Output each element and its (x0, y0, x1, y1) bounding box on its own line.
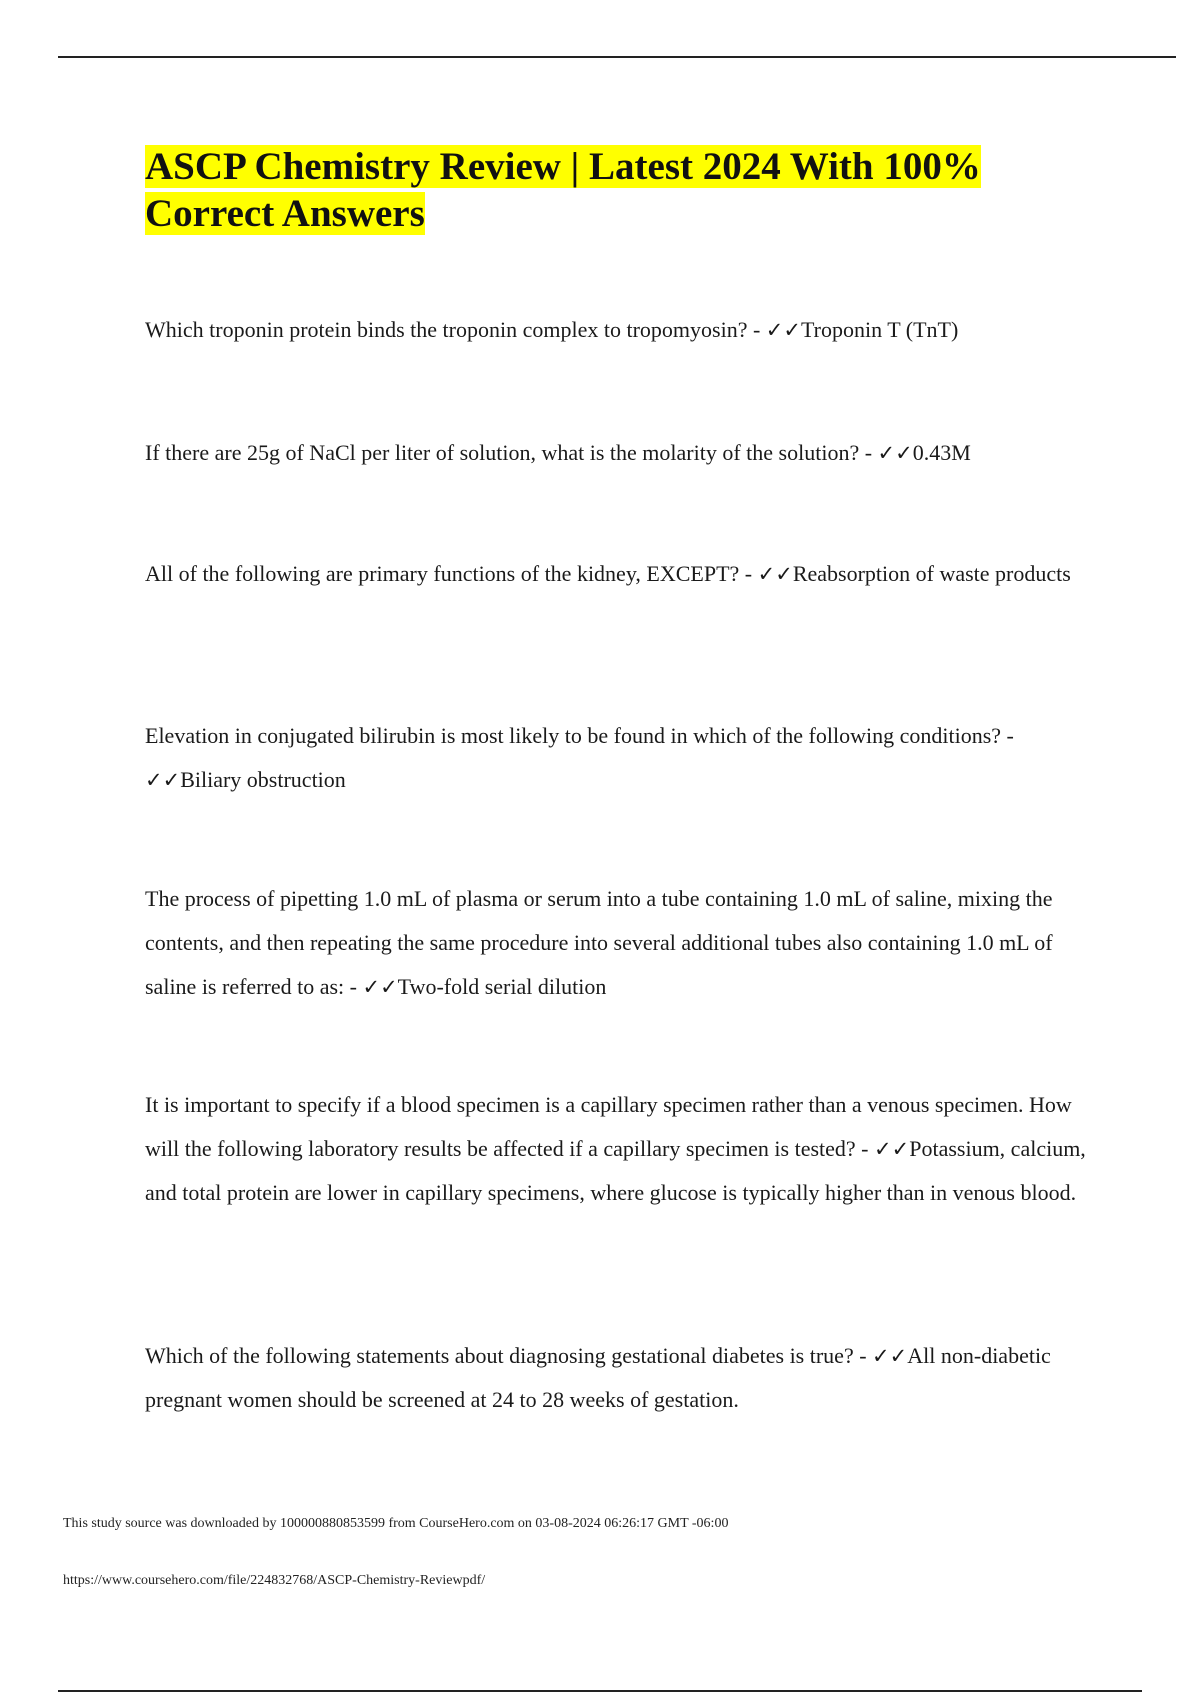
check-icon: ✓✓ (362, 975, 398, 999)
answer-text: 0.43M (912, 440, 971, 465)
qa-item (145, 308, 1095, 352)
check-icon: ✓✓ (872, 1344, 908, 1368)
document-title (145, 143, 1045, 237)
check-icon: ✓✓ (765, 318, 801, 342)
qa-item (145, 1083, 1095, 1215)
qa-item (145, 714, 1095, 802)
answer-text: Potassium, calcium, and total protein are lower in capillary specimens, where glucose is typically higher than in venous blood. (145, 1136, 1086, 1205)
answer-text: Two-fold serial dilution (397, 974, 607, 999)
source-url[interactable]: https://www.coursehero.com/file/224832768/ASCP-Chemistry-Reviewpdf/ (63, 1573, 486, 1588)
question-text: It is important to specify if a blood specimen is a capillary specimen rather than a venous specimen. How will the following laboratory results be affected if a capillary specimen is tested? - (145, 1092, 1072, 1161)
bottom-divider (58, 1690, 1142, 1692)
answer-text: Biliary obstruction (180, 767, 346, 792)
question-text: The process of pipetting 1.0 mL of plasma or serum into a tube containing 1.0 mL of saline, mixing the contents, and then repeating the same procedure into several additional tubes also containing 1.0 mL of saline is referred to as: - (145, 886, 1053, 999)
check-icon: ✓✓ (874, 1137, 910, 1161)
qa-item (145, 1334, 1095, 1422)
top-divider (58, 56, 1176, 58)
question-text: Which troponin protein binds the troponin complex to tropomyosin? - (145, 317, 766, 342)
qa-item (145, 431, 1095, 475)
qa-item (145, 877, 1095, 1009)
question-text: If there are 25g of NaCl per liter of solution, what is the molarity of the solution? - (145, 440, 878, 465)
document-title-text: ASCP Chemistry Review | Latest 2024 With 100% Correct Answers (145, 145, 981, 235)
answer-text: Reabsorption of waste products (792, 561, 1071, 586)
question-text: Which of the following statements about diagnosing gestational diabetes is true? - (145, 1343, 873, 1368)
qa-item (145, 552, 1095, 596)
answer-text: All non-diabetic pregnant women should be screened at 24 to 28 weeks of gestation. (145, 1343, 1051, 1412)
check-icon: ✓✓ (757, 562, 793, 586)
download-notice: This study source was downloaded by 100000880853599 from CourseHero.com on 03-08-2024 06:26:17 GMT -06:00 (63, 1516, 729, 1531)
question-text: Elevation in conjugated bilirubin is most likely to be found in which of the following conditions? - (145, 723, 1014, 748)
check-icon: ✓✓ (877, 441, 913, 465)
check-icon: ✓✓ (145, 768, 181, 792)
question-text: All of the following are primary functions of the kidney, EXCEPT? - (145, 561, 758, 586)
answer-text: Troponin T (TnT) (801, 317, 959, 342)
